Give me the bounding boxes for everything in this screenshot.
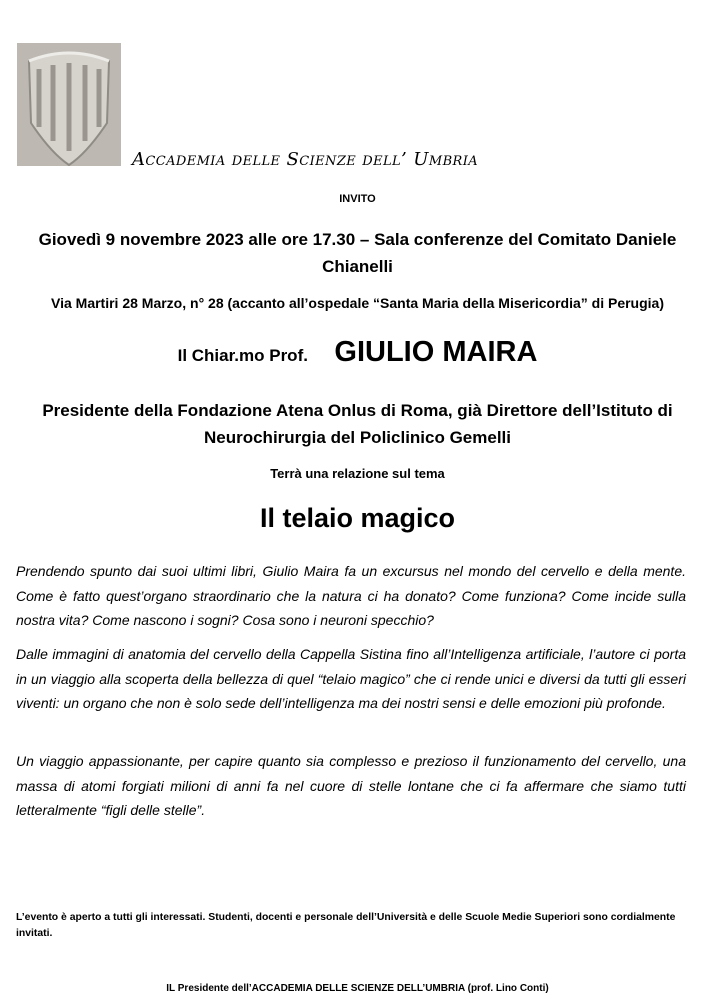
attendance-note: L’evento è aperto a tutti gli interessati. Studenti, docenti e personale dell’Università e delle Scuole Medie Superiori sono cordialmente invitati.: [16, 912, 676, 939]
abstract-paragraph-3: Un viaggio appassionante, per capire quanto sia complesso e prezioso il funzionamento del cervello, una massa di atomi forgiati milioni di anni fa nel cuore di stelle lontane che ci fa affermare che siamo tutti letteralmente “figli delle stelle”.: [16, 753, 686, 818]
event-address: Via Martiri 28 Marzo, n° 28 (accanto all’ospedale “Santa Maria della Misericordia” di Perugia): [51, 295, 664, 311]
event-date-location: Giovedì 9 novembre 2023 alle ore 17.30 – Sala conferenze del Comitato Daniele Chianelli: [38, 230, 677, 276]
signature: IL Presidente dell’ACCADEMIA DELLE SCIENZE DELL’UMBRIA (prof. Lino Conti): [166, 983, 549, 994]
talk-title: Il telaio magico: [259, 503, 456, 533]
abstract-paragraph-1: Prendendo spunto dai suoi ultimi libri, Giulio Maira fa un excursus nel mondo del cervello e della mente. Come è fatto quest’organo straordinario che la natura ci ha donato? Come funziona? Come incide sulla nostra vita? Come nascono i sogni? Cosa sono i neuroni specchio?: [16, 563, 686, 628]
speaker-role: Presidente della Fondazione Atena Onlus di Roma, già Direttore dell’Istituto di Neurochirurgia del Policlinico Gemelli: [42, 401, 673, 447]
abstract-paragraph-2: Dalle immagini di anatomia del cervello della Cappella Sistina fino all’Intelligenza artificiale, l’autore ci porta in un viaggio alla scoperta della bellezza di quel “telaio magico” che ci rende unici e diversi da tutti gli esseri viventi: un organo che non è solo sede dell’intelligenza ma dei nostri sensi e delle emozioni più profonde.: [16, 646, 686, 711]
speaker-line: [0, 336, 715, 369]
academy-crest-icon: [17, 43, 121, 166]
invite-label: INVITO: [339, 193, 376, 205]
talk-intro: Terrà una relazione sul tema: [270, 466, 445, 481]
speaker-title: Il Chiar.mo Prof.: [177, 346, 308, 365]
speaker-name: GIULIO MAIRA: [334, 336, 538, 368]
academy-name: Accademia delle Scienze dell’ Umbria: [132, 149, 479, 170]
